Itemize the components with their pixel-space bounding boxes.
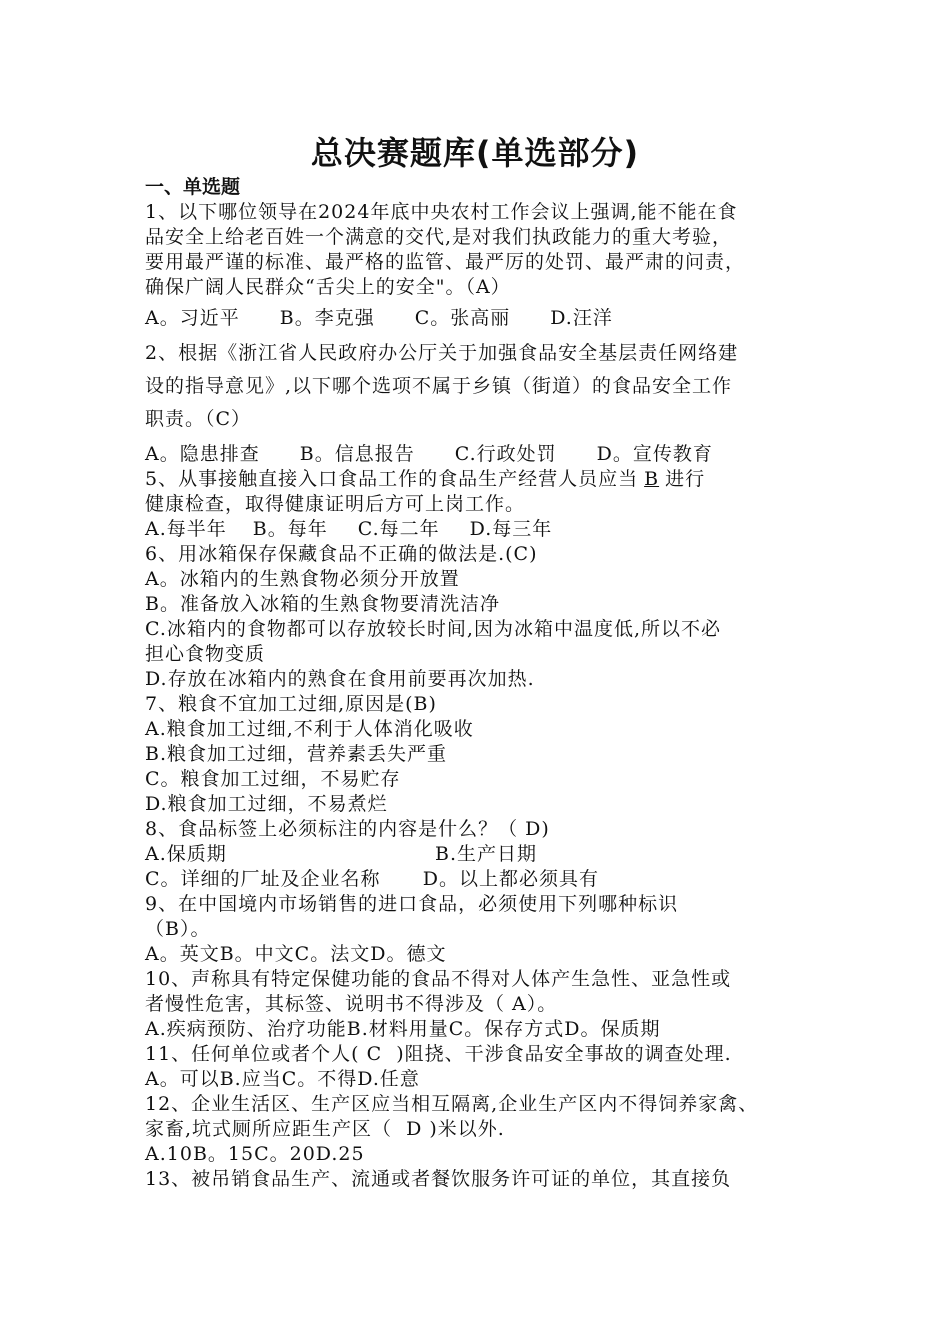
- q8-options-ab: [145, 842, 813, 867]
- question-list: [145, 174, 813, 1192]
- q1-line-1: 1、以下哪位领导在2024年底中央农村工作会议上强调,能不能在食: [145, 201, 738, 223]
- q2-option-b: B。信息报告: [299, 443, 415, 465]
- q13-line-1: 13、被吊销食品生产、流通或者餐饮服务许可证的单位，其直接负: [145, 1168, 732, 1190]
- q2-option-c: C.行政处罚: [454, 443, 557, 465]
- q12-line-2: 家畜,坑式厕所应距生产区（ D )米以外.: [145, 1118, 505, 1140]
- q2-line-3: 职责。（C）: [145, 408, 252, 430]
- q1-option-d: D.汪洋: [550, 307, 613, 329]
- q1-line-4: 确保广阔人民群众“舌尖上的安全"。（A）: [145, 276, 511, 298]
- q7-option-d: D.粮食加工过细，不易煮烂: [145, 793, 388, 815]
- q1-line-2: 品安全上给老百姓一个满意的交代,是对我们执政能力的重大考验，: [145, 226, 733, 248]
- q5-stem: 5、从事接触直接入口食品工作的食品生产经营人员应当: [145, 468, 639, 490]
- q10-options: A.疾病预防、治疗功能B.材料用量C。保存方式D。保质期: [145, 1018, 661, 1040]
- q11-options: A。可以B.应当C。不得D.任意: [145, 1068, 420, 1090]
- q7-line-1: 7、粮食不宜加工过细,原因是(B): [145, 693, 437, 715]
- q5-options: [145, 517, 813, 542]
- q5-line-2: 健康检查，取得健康证明后方可上岗工作。: [145, 493, 526, 515]
- q10-line-2: 者慢性危害，其标签、说明书不得涉及（ A）。: [145, 993, 558, 1015]
- q7-option-b: B.粮食加工过细，营养素丢失严重: [145, 743, 448, 765]
- q2-line-2: 设的指导意见》,以下哪个选项不属于乡镇（街道）的食品安全工作: [145, 375, 733, 397]
- q6-option-b: B。准备放入冰箱的生熟食物要清洗洁净: [145, 593, 500, 615]
- q6-line-1: 6、用冰箱保存保藏食品不正确的做法是.(C): [145, 543, 538, 565]
- q1-line-3: 要用最严谨的标准、最严格的监管、最严厉的处罚、最严肃的问责，: [145, 251, 746, 273]
- q7-option-c: C。粮食加工过细，不易贮存: [145, 768, 401, 790]
- q8-options-cd: C。详细的厂址及企业名称 D。以上都必须具有: [145, 868, 600, 890]
- q11-line-1: 11、任何单位或者个人( C )阻挠、干涉食品安全事故的调查处理.: [145, 1043, 732, 1065]
- q1-option-b: B。李克强: [279, 307, 375, 329]
- q12-options: A.10B。15C。20D.25: [145, 1143, 365, 1165]
- q2-option-d: D。宣传教育: [596, 443, 713, 465]
- q9-options: A。英文B。中文C。法文D。德文: [145, 943, 447, 965]
- q8-line-1: 8、食品标签上必须标注的内容是什么？（ D): [145, 818, 550, 840]
- q5-option-c: C.每二年: [357, 518, 440, 540]
- q7-option-a: A.粮食加工过细,不利于人体消化吸收: [145, 718, 474, 740]
- q5-line-1: [145, 467, 813, 492]
- page-title: 总决赛题库(单选部分): [310, 134, 640, 172]
- q9-line-2: （B）。: [145, 918, 211, 940]
- q2-options: [145, 442, 813, 467]
- q9-line-1: 9、在中国境内市场销售的进口食品，必须使用下列哪种标识: [145, 893, 679, 915]
- q5-answer-blank: B: [644, 468, 660, 490]
- q1-option-a: A。习近平: [145, 307, 240, 329]
- q6-option-a: A。冰箱内的生熟食物必须分开放置: [145, 568, 460, 590]
- q10-line-1: 10、声称具有特定保健功能的食品不得对人体产生急性、亚急性或: [145, 968, 732, 990]
- q5-stem-end: 进行: [665, 468, 706, 490]
- q1-option-c: C。张高丽: [414, 307, 511, 329]
- q8-option-b: B.生产日期: [435, 843, 538, 865]
- q6-option-d: D.存放在冰箱内的熟食在食用前要再次加热.: [145, 668, 535, 690]
- q8-option-a: A.保质期: [145, 843, 227, 865]
- q2-option-a: A。隐患排查: [145, 443, 260, 465]
- q1-options: [145, 306, 813, 331]
- q5-option-a: A.每半年: [145, 518, 227, 540]
- q2-line-1: 2、根据《浙江省人民政府办公厅关于加强食品安全基层责任网络建: [145, 342, 739, 364]
- q6-option-c-cont: 担心食物变质: [145, 643, 266, 665]
- q5-option-b: B。每年: [252, 518, 328, 540]
- section-heading: 一、单选题: [145, 176, 241, 198]
- q12-line-1: 12、企业生活区、生产区应当相互隔离,企业生产区内不得饲养家禽、: [145, 1093, 759, 1115]
- q5-option-d: D.每三年: [469, 518, 553, 540]
- q6-option-c: C.冰箱内的食物都可以存放较长时间,因为冰箱中温度低,所以不必: [145, 618, 721, 640]
